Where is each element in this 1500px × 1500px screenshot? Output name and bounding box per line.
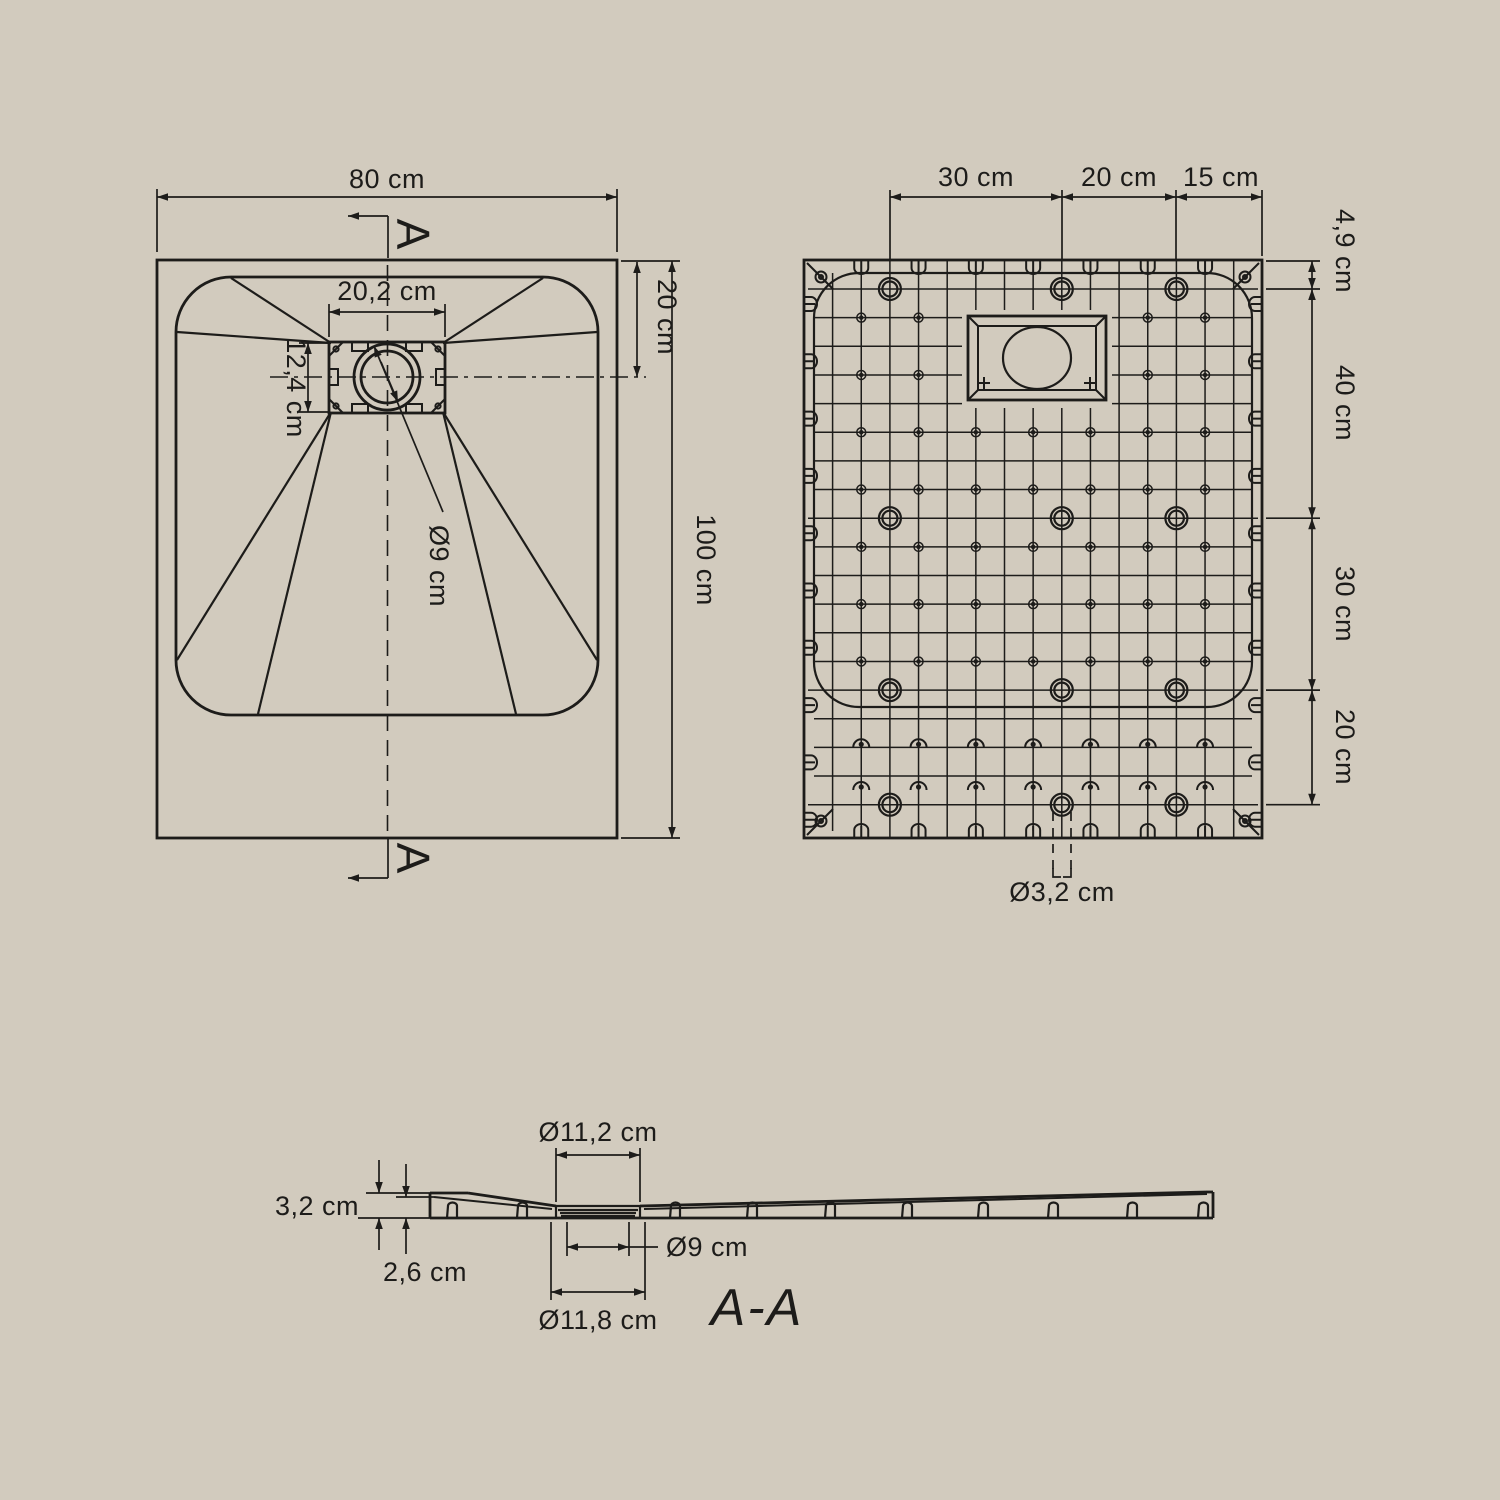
dim-drain-diameter: Ø9 cm — [424, 524, 454, 608]
section-letter-top: A — [387, 218, 439, 250]
dim-drain-offset: 20 cm — [652, 278, 682, 356]
dim-drain-box-height: 12,4 cm — [281, 338, 311, 438]
dim-overall-height: 100 cm — [691, 514, 721, 606]
drain-area-mask — [962, 310, 1112, 408]
dim-boss-span-40: 40 cm — [1330, 364, 1360, 442]
dim-boss-span-30: 30 cm — [937, 162, 1015, 192]
dim-boss-span-20: 20 cm — [1080, 162, 1158, 192]
section-title: A-A — [710, 1279, 804, 1337]
dim-flange-diameter: Ø11,8 cm — [538, 1305, 658, 1335]
dim-boss-span-30-v: 30 cm — [1330, 565, 1360, 643]
dim-boss-span-20-v: 20 cm — [1330, 708, 1360, 786]
dim-hole-diameter: Ø9 cm — [666, 1232, 749, 1262]
dim-boss-span-15: 15 cm — [1182, 162, 1260, 192]
dim-edge-to-boss: 4,9 cm — [1330, 208, 1360, 294]
dim-rim-diameter: Ø11,2 cm — [538, 1117, 658, 1147]
dim-total-height: 3,2 cm — [274, 1191, 360, 1221]
dim-overall-width: 80 cm — [348, 164, 426, 194]
dim-boss-diameter: Ø3,2 cm — [1009, 877, 1115, 907]
dim-drain-box-width: 20,2 cm — [337, 276, 437, 306]
dim-base-height: 2,6 cm — [382, 1257, 468, 1287]
section-letter-bottom: A — [387, 842, 439, 874]
